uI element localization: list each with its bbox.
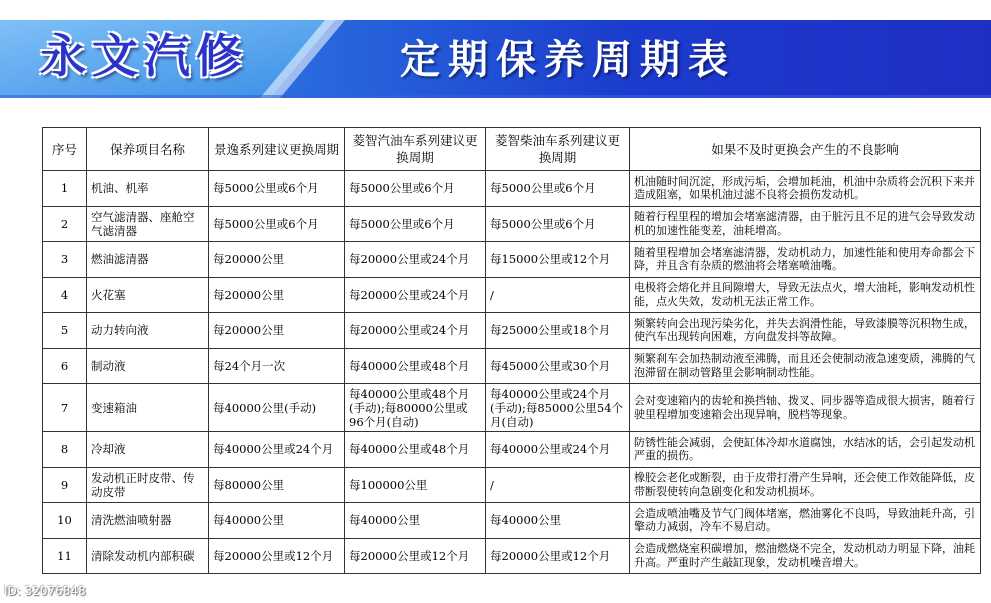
item-name: 清洗燃油喷射器 xyxy=(87,503,209,539)
lingzhi-diesel-interval: 每25000公里或18个月 xyxy=(486,313,630,349)
item-name: 制动液 xyxy=(87,348,209,384)
jingyi-interval: 每40000公里(手动) xyxy=(209,384,345,432)
lingzhi-diesel-interval: 每20000公里或12个月 xyxy=(486,538,630,574)
table-row xyxy=(43,313,981,349)
jingyi-interval: 每20000公里 xyxy=(209,242,345,278)
column-header: 景逸系列建议更换周期 xyxy=(209,128,345,171)
lingzhi-diesel-interval: 每40000公里或24个月(手动);每85000公里54个月(自动) xyxy=(486,384,630,432)
table-row xyxy=(43,538,981,574)
header-banner xyxy=(0,0,991,98)
item-name: 火花塞 xyxy=(87,277,209,313)
row-number: 11 xyxy=(43,538,87,574)
column-header: 如果不及时更换会产生的不良影响 xyxy=(630,128,981,171)
row-number: 10 xyxy=(43,503,87,539)
lingzhi-diesel-interval: 每40000公里或24个月 xyxy=(486,432,630,468)
jingyi-interval: 每40000公里 xyxy=(209,503,345,539)
impact-description: 电极将会熔化并且间隙增大，导致无法点火，增大油耗，影响发动机性能，点火失效，发动机无法正常工作。 xyxy=(630,277,981,313)
table-row xyxy=(43,206,981,242)
table-row xyxy=(43,503,981,539)
lingzhi-petrol-interval: 每20000公里或24个月 xyxy=(345,313,486,349)
impact-description: 频繁转向会出现污染劣化，并失去润滑性能，导致漆膜等沉积物生成，使汽车出现转向困难，方向盘发抖等故障。 xyxy=(630,313,981,349)
row-number: 7 xyxy=(43,384,87,432)
table-row xyxy=(43,432,981,468)
table-row xyxy=(43,242,981,278)
row-number: 3 xyxy=(43,242,87,278)
item-name: 空气滤清器、座舱空气滤清器 xyxy=(87,206,209,242)
column-header: 菱智柴油车系列建议更换周期 xyxy=(486,128,630,171)
lingzhi-petrol-interval: 每40000公里或48个月 xyxy=(345,348,486,384)
impact-description: 随着里程增加会堵塞滤清器，发动机动力，加速性能和使用寿命都会下降，并且含有杂质的燃油将会堵塞喷油嘴。 xyxy=(630,242,981,278)
table-row xyxy=(43,171,981,207)
lingzhi-diesel-interval: 每5000公里或6个月 xyxy=(486,206,630,242)
table-row xyxy=(43,467,981,503)
impact-description: 会造成喷油嘴及节气门阀体堵塞，燃油雾化不良吗，导致油耗升高，引擎动力减弱，冷车不易启动。 xyxy=(630,503,981,539)
jingyi-interval: 每24个月一次 xyxy=(209,348,345,384)
lingzhi-diesel-interval: 每15000公里或12个月 xyxy=(486,242,630,278)
impact-description: 会造成燃烧室积碳增加，燃油燃烧不完全，发动机动力明显下降，油耗升高。严重时产生敲缸现象，发动机噪音增大。 xyxy=(630,538,981,574)
item-name: 清除发动机内部积碳 xyxy=(87,538,209,574)
jingyi-interval: 每20000公里 xyxy=(209,313,345,349)
table-row xyxy=(43,277,981,313)
impact-description: 防锈性能会减弱，会使缸体冷却水道腐蚀，水结冰的话，会引起发动机严重的损伤。 xyxy=(630,432,981,468)
item-name: 机油、机率 xyxy=(87,171,209,207)
lingzhi-petrol-interval: 每20000公里或12个月 xyxy=(345,538,486,574)
row-number: 2 xyxy=(43,206,87,242)
lingzhi-petrol-interval: 每40000公里或48个月(手动);每80000公里或96个月(自动) xyxy=(345,384,486,432)
jingyi-interval: 每5000公里或6个月 xyxy=(209,171,345,207)
lingzhi-petrol-interval: 每5000公里或6个月 xyxy=(345,206,486,242)
row-number: 6 xyxy=(43,348,87,384)
item-name: 动力转向液 xyxy=(87,313,209,349)
lingzhi-diesel-interval: / xyxy=(486,467,630,503)
brand-logo-text: 永文汽修 xyxy=(40,29,248,83)
item-name: 冷却液 xyxy=(87,432,209,468)
row-number: 9 xyxy=(43,467,87,503)
column-header: 序号 xyxy=(43,128,87,171)
column-header: 菱智汽油车系列建议更换周期 xyxy=(345,128,486,171)
row-number: 8 xyxy=(43,432,87,468)
row-number: 5 xyxy=(43,313,87,349)
impact-description: 随着行程里程的增加会堵塞滤清器，由于脏污且不足的进气会导致发动机的加速性能变差，油耗增高。 xyxy=(630,206,981,242)
item-name: 变速箱油 xyxy=(87,384,209,432)
lingzhi-diesel-interval: 每40000公里 xyxy=(486,503,630,539)
table-row xyxy=(43,384,981,432)
item-name: 发动机正时皮带、传动皮带 xyxy=(87,467,209,503)
jingyi-interval: 每80000公里 xyxy=(209,467,345,503)
lingzhi-petrol-interval: 每40000公里 xyxy=(345,503,486,539)
impact-description: 会对变速箱内的齿轮和换挡轴、拨叉、同步器等造成很大损害，随着行驶里程增加变速箱会出现异响，脱档等现象。 xyxy=(630,384,981,432)
impact-description: 机油随时间沉淀，形成污垢，会增加耗油，机油中杂质将会沉积下来并造成阻塞，如果机油过滤不良将会损伤发动机。 xyxy=(630,171,981,207)
maintenance-schedule-table xyxy=(42,127,981,574)
jingyi-interval: 每20000公里 xyxy=(209,277,345,313)
lingzhi-diesel-interval: 每5000公里或6个月 xyxy=(486,171,630,207)
impact-description: 频繁刹车会加热制动液至沸腾，而且还会使制动液急速变质，沸腾的气泡滞留在制动管路里会影响制动性能。 xyxy=(630,348,981,384)
lingzhi-petrol-interval: 每5000公里或6个月 xyxy=(345,171,486,207)
jingyi-interval: 每20000公里或12个月 xyxy=(209,538,345,574)
jingyi-interval: 每40000公里或24个月 xyxy=(209,432,345,468)
jingyi-interval: 每5000公里或6个月 xyxy=(209,206,345,242)
lingzhi-diesel-interval: / xyxy=(486,277,630,313)
lingzhi-petrol-interval: 每20000公里或24个月 xyxy=(345,277,486,313)
watermark-id: ID: 32076848 xyxy=(4,584,86,598)
lingzhi-petrol-interval: 每40000公里或48个月 xyxy=(345,432,486,468)
lingzhi-petrol-interval: 每100000公里 xyxy=(345,467,486,503)
lingzhi-diesel-interval: 每45000公里或30个月 xyxy=(486,348,630,384)
row-number: 4 xyxy=(43,277,87,313)
impact-description: 橡胶会老化或断裂，由于皮带打滑产生异响，还会使工作效能降低，皮带断裂使转向急剧变化和发动机损坏。 xyxy=(630,467,981,503)
column-header: 保养项目名称 xyxy=(87,128,209,171)
lingzhi-petrol-interval: 每20000公里或24个月 xyxy=(345,242,486,278)
item-name: 燃油滤清器 xyxy=(87,242,209,278)
page-title: 定期保养周期表 xyxy=(400,37,736,83)
row-number: 1 xyxy=(43,171,87,207)
table-row xyxy=(43,348,981,384)
table-header-row xyxy=(43,128,981,171)
